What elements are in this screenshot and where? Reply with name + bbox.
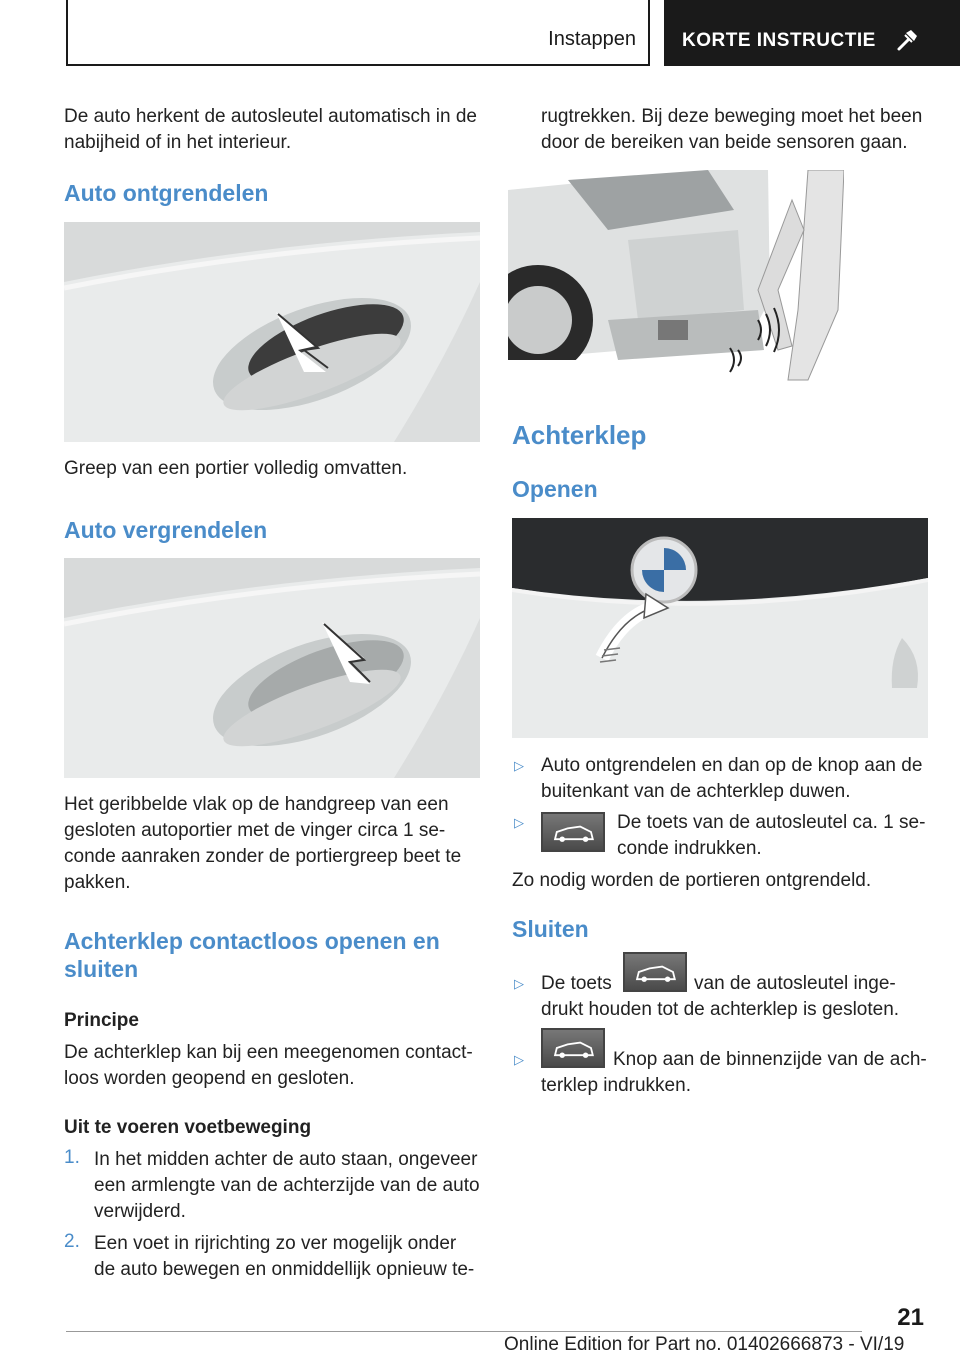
- unlock-heading: Auto ontgrendelen: [64, 180, 269, 206]
- principle-heading: Principe: [64, 1010, 139, 1031]
- open-note: Zo nodig worden de portieren ontgrendeld.: [512, 870, 872, 891]
- header-separator: [648, 0, 650, 66]
- step-2-line-1: Een voet in rijrichting zo ver mogelijk onder: [94, 1233, 457, 1254]
- car-tailgate-key-icon: [623, 952, 687, 992]
- close-bullet-2-after: Knop aan de binnenzijde van de ach-: [613, 1049, 927, 1070]
- car-tailgate-key-icon: [541, 1028, 605, 1068]
- close-bullet-1-before: De toets: [541, 973, 612, 994]
- contactless-heading-1: Achterklep contactloos openen en: [64, 928, 440, 954]
- open-bullet-1-line-2: buitenkant van de achterklep duwen.: [541, 781, 851, 802]
- continuation-line-1: rugtrekken. Bij deze beweging moet het been: [541, 106, 923, 127]
- step-1-line-2: een armlengte van de achterzijde van de auto: [94, 1175, 480, 1196]
- close-heading: Sluiten: [512, 916, 589, 942]
- header-section-title: Instappen: [548, 28, 636, 50]
- principle-line-2: loos worden geopend en gesloten.: [64, 1068, 355, 1089]
- footer-rule: [66, 1331, 862, 1332]
- lock-heading: Auto vergrendelen: [64, 517, 268, 543]
- bullet-icon: ▷: [514, 815, 524, 830]
- intro-line-2: nabijheid of in het interieur.: [64, 132, 292, 153]
- header-rule-bottom: [66, 64, 650, 66]
- intro-line-1: De auto herkent de autosleutel automatisch in de: [64, 106, 477, 127]
- step-number: 2.: [64, 1231, 80, 1252]
- header-chapter-label: KORTE INSTRUCTIE: [682, 30, 876, 51]
- step-1-line-1: In het midden achter de auto staan, ongeveer: [94, 1149, 478, 1170]
- step-2-line-2: de auto bewegen en onmiddellijk opnieuw te-: [94, 1259, 475, 1280]
- bullet-icon: ▷: [514, 1052, 524, 1067]
- door-handle-lock-image: [64, 558, 480, 778]
- lock-caption-1: Het geribbelde vlak op de handgreep van een: [64, 794, 449, 815]
- open-bullet-2-line-1: De toets van de autosleutel ca. 1 se-: [617, 812, 926, 833]
- continuation-line-2: door de bereiken van beide sensoren gaan.: [541, 132, 908, 153]
- lock-caption-2: gesloten autoportier met de vinger circa 1 se-: [64, 820, 446, 841]
- bullet-icon: ▷: [514, 976, 524, 991]
- open-bullet-2-line-2: conde indrukken.: [617, 838, 762, 859]
- step-number: 1.: [64, 1147, 80, 1168]
- lock-caption-3: conde aanraken zonder de portiergreep beet te: [64, 846, 462, 867]
- page-number: 21: [897, 1304, 924, 1331]
- movement-heading: Uit te voeren voetbeweging: [64, 1117, 312, 1138]
- edition-note: Online Edition for Part no. 01402666873 - VI/19: [504, 1334, 905, 1355]
- contactless-heading-2: sluiten: [64, 956, 139, 982]
- door-handle-unlock-image: [64, 222, 480, 442]
- bullet-icon: ▷: [514, 758, 524, 773]
- unlock-caption: Greep van een portier volledig omvatten.: [64, 458, 408, 479]
- open-bullet-1-line-1: Auto ontgrendelen en dan op de knop aan de: [541, 755, 923, 776]
- tailgate-heading: Achterklep: [512, 420, 647, 450]
- close-bullet-2-line-2: terklep indrukken.: [541, 1075, 691, 1096]
- tailgate-button-image: [512, 518, 928, 738]
- header-rule-left: [66, 0, 68, 66]
- wrench-hammer-icon: [895, 27, 921, 53]
- close-bullet-1-line-2: drukt houden tot de achterklep is gesloten.: [541, 999, 900, 1020]
- close-bullet-1-after: van de autosleutel inge-: [694, 973, 896, 994]
- lock-caption-4: pakken.: [64, 872, 131, 893]
- open-heading: Openen: [512, 476, 598, 502]
- foot-movement-image: [508, 170, 844, 390]
- car-tailgate-key-icon: [541, 812, 605, 852]
- step-1-line-3: verwijderd.: [94, 1201, 186, 1222]
- principle-line-1: De achterklep kan bij een meegenomen contact-: [64, 1042, 473, 1063]
- header-chapter-tab: [664, 0, 960, 66]
